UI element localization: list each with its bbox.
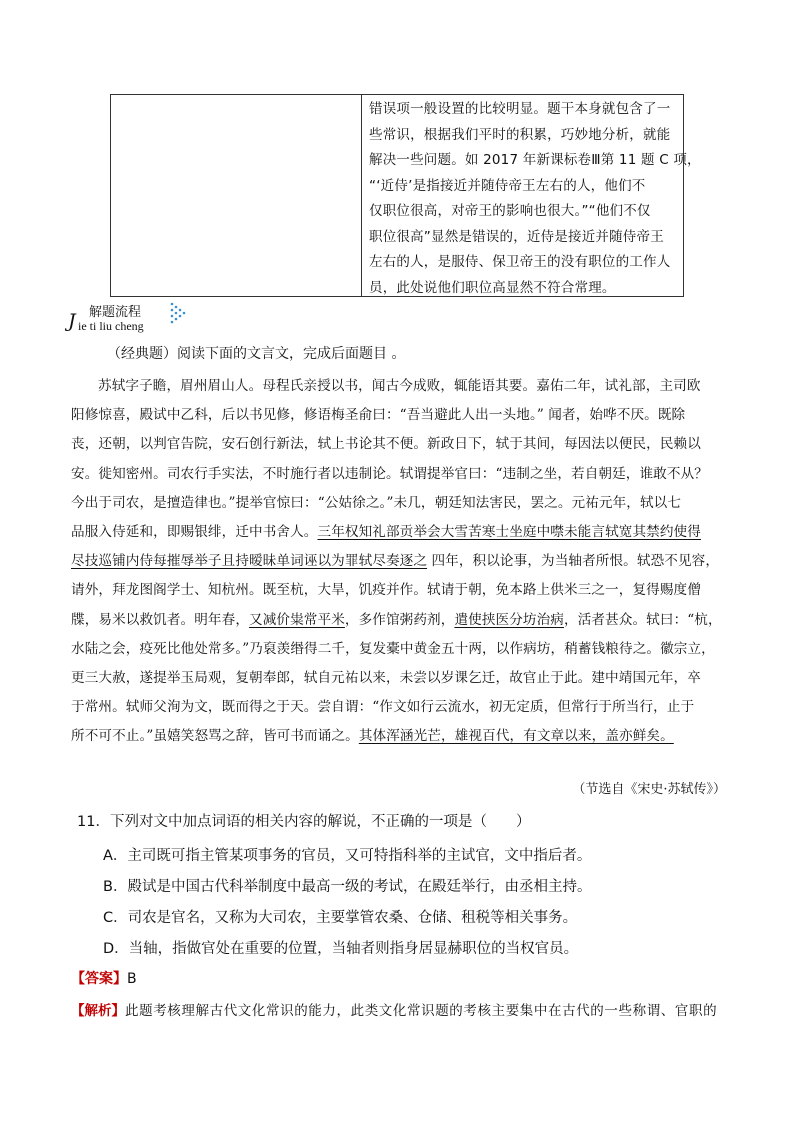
- underlined-phrase: 又减价粜常平米: [249, 611, 345, 628]
- table-text-line: 左右的人，是服侍、保卫帝王的没有职位的工作人: [369, 254, 671, 270]
- section-header: [68, 300, 208, 336]
- underlined-sentence: 尽技巡铺内侍每摧辱举子且持暧昧单词诬以为罪轼尽奏逐之: [71, 553, 428, 570]
- passage-text: 牒，易米以救饥者。明年春，: [71, 611, 250, 628]
- passage-line: 安。徙知密州。司农行手实法，不时施行者以违制论。轼谓提举官曰：“违制之坐，若自朝廷，谁敢不从？: [71, 465, 708, 482]
- passage-line: 于常州。轼师父洵为文，既而得之于天。尝自谓：“作文如行云流水，初无定质，但常行于所当行，止于: [71, 699, 695, 716]
- passage-line: 今出于司农，是擅造律也。”提举官惊曰：“公姑徐之。”未几，朝廷知法害民，罢之。元祐元年，轼以七: [71, 494, 682, 511]
- passage-text: 所不可不止。”虽嬉笑怒骂之辞，皆可书而诵之。: [71, 728, 359, 745]
- passage-line: 阳修惊喜，殿试中乙科，后以书见修，修语梅圣俞曰：“吾当避此人出一头地。” 闻者，始哗不厌。既除: [71, 407, 686, 424]
- option-c: C．司农是官名，又称为大司农，主要掌管农桑、仓储、租税等相关事务。: [103, 910, 578, 926]
- passage-line: 丧，还朝，以判官告院，安石创行新法，轼上书论其不便。新政日下，轼于其间，每因法以便民，民赖以: [71, 436, 701, 453]
- section-pinyin: ie ti liu cheng: [78, 319, 144, 333]
- table-text-line: 错误项一般设置的比较明显。题干本身就包含了一: [369, 101, 671, 117]
- passage-source: （节选自《宋史·苏轼传》）: [572, 782, 726, 797]
- table-text-line: 职位很高”显然是错误的，近侍是接近并随侍帝王: [369, 228, 664, 245]
- table-text-line: 仅职位很高，对帝王的影响也很大。”“他们不仅: [369, 203, 651, 219]
- answer-label: 【答案】: [71, 971, 127, 987]
- question-stem: 11．下列对文中加点词语的相关内容的解说，不正确的一项是（ ）: [77, 814, 531, 830]
- table-right-cell: [369, 95, 701, 301]
- reading-instruction: （经典题）阅读下面的文言文，完成后面题目 。: [107, 346, 406, 362]
- table-text-line: 解决一些问题。如 2017 年新课标卷Ⅲ第 11 题 C 项，: [369, 152, 701, 168]
- table-divider: [361, 95, 362, 296]
- option-a: A．主司既可指主管某项事务的官员，又可特指科举的主试官，文中指后者。: [103, 848, 592, 864]
- table-text-line: “‘近侍’是指接近并随侍帝王左右的人，他们不: [369, 177, 646, 194]
- passage-line: 更三大赦，遂提举玉局观，复朝奉郎，轼自元祐以来，未尝以岁课乞迁，故官止于此。建中靖国元年，卒: [71, 669, 701, 686]
- passage-line: 苏轼字子瞻，眉州眉山人。母程氏亲授以书，闻古今成败，辄能语其要。嘉佑二年，试礼部，主司欧: [98, 378, 701, 394]
- passage-line: [71, 518, 729, 547]
- answer-line: [71, 968, 137, 988]
- classical-passage: [71, 372, 729, 751]
- option-b: B．殿试是中国古代科举制度中最高一级的考试，在殿廷举行，由丞相主持。: [103, 879, 592, 895]
- passage-text: ，多作馆粥药剂，: [344, 611, 455, 628]
- section-title: 解题流程: [89, 305, 142, 320]
- section-letter: J: [68, 310, 76, 332]
- table-text-line: 员，此处说他们职位高显然不符合常理。: [369, 279, 616, 296]
- passage-line: [71, 606, 729, 635]
- tip-table: [110, 94, 701, 297]
- table-text-line: 些常识，根据我们平时的积累，巧妙地分析，就能: [369, 126, 671, 143]
- passage-line: [71, 722, 729, 751]
- underlined-sentence: 其体浑涵光芒，雄视百代，有文章以来，盖亦鲜矣。: [358, 728, 674, 745]
- analysis-label: 【解析】: [71, 1003, 125, 1019]
- passage-line: 水陆之会，疫死比他处常多。”乃裒羡缗得二千，复发橐中黄金五十两，以作病坊，稍蓄钱粮待之。徽宗立，: [71, 640, 715, 657]
- passage-line: 请外，拜龙图阁学士、知杭州。既至杭，大旱，饥疫并作。轼请于朝，免本路上供米三之一，复得赐度僧: [71, 582, 701, 599]
- passage-text: ，活者甚众。轼曰：“杭，: [564, 611, 722, 628]
- analysis-text: 此题考核理解古代文化常识的能力，此类文化常识题的考核主要集中在古代的一些称谓、官职的: [125, 1003, 718, 1019]
- passage-text: 四年，积以论事，为当轴者所恨。轼恐不见容，: [427, 553, 720, 570]
- underlined-sentence: 三年权知礼部贡举会大雪苦寒士坐庭中噤未能言轼宽其禁约使得: [317, 523, 701, 540]
- underlined-phrase: 遣使挟医分坊治病: [454, 611, 565, 628]
- answer-value: B: [127, 971, 137, 987]
- table-left-cell: [111, 95, 361, 296]
- diamond-dots-icon: [168, 301, 188, 327]
- passage-text: 品服入侍延和，即赐银绯，迁中书舍人。: [71, 523, 318, 540]
- option-d: D．当轴，指做官处在重要的位置，当轴者则指身居显赫职位的当权官员。: [103, 941, 579, 957]
- analysis-line: [71, 999, 717, 1019]
- passage-line: [71, 547, 729, 576]
